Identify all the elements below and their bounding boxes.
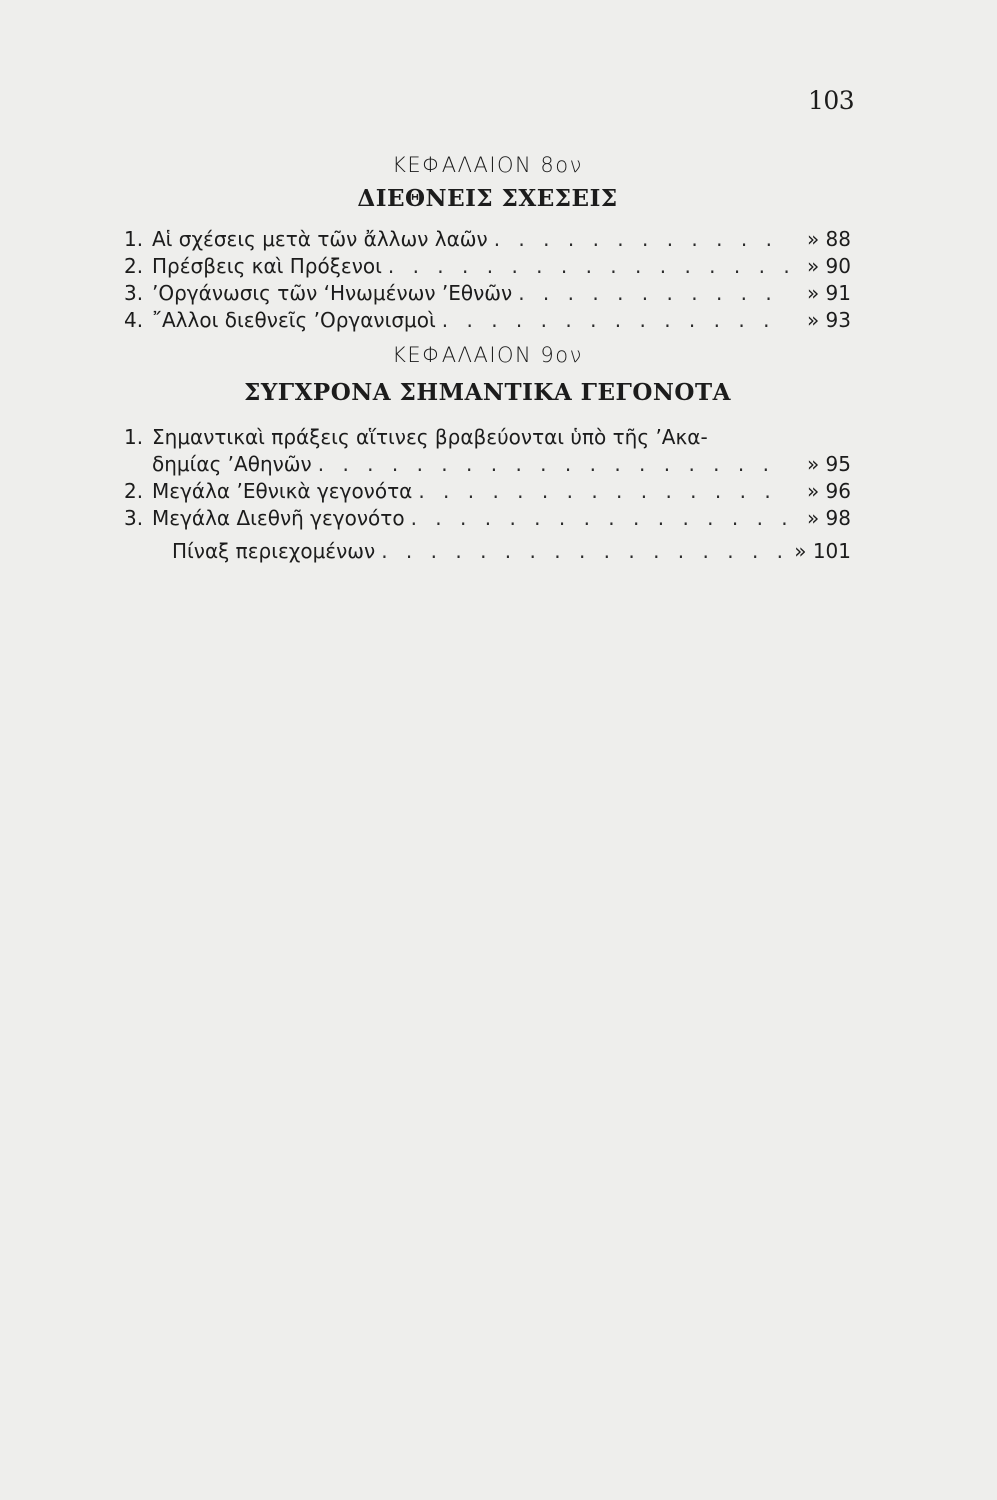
entry-title: Πρέσβεις καὶ Πρόξενοι — [152, 254, 382, 278]
entry-title: ’Οργάνωσις τῶν ‘Ηνωμένων ’Εθνῶν — [152, 281, 513, 305]
table-of-contents — [124, 150, 851, 565]
toc-entry — [124, 307, 851, 334]
dot-leader — [318, 451, 789, 478]
entry-title: ῎Αλλοι διεθνεῖς ’Οργανισμοὶ — [152, 308, 436, 332]
dot-leader — [388, 253, 789, 280]
entry-title: Αἱ σχέσεις μετὰ τῶν ἄλλων λαῶν — [152, 227, 488, 251]
dot-leader — [518, 280, 789, 307]
dot-leader — [418, 478, 789, 505]
entry-title: Μεγάλα ’Εθνικὰ γεγονότα — [152, 479, 413, 503]
dot-leader — [411, 505, 789, 532]
entry-page: » 88 — [806, 227, 851, 251]
toc-list — [124, 478, 851, 532]
entry-page: » 90 — [806, 254, 851, 278]
dot-leader — [494, 226, 789, 253]
chapter-title: ΣΥΓΧΡΟΝΑ ΣΗΜΑΝΤΙΚΑ ΓΕΓΟΝΟΤΑ — [244, 379, 731, 406]
toc-entry — [124, 253, 851, 280]
entry-title-continued: δημίας ’Αθηνῶν — [152, 452, 312, 476]
entry-number: 4. — [124, 308, 144, 332]
entry-number: 2. — [124, 254, 144, 278]
toc-entry — [124, 424, 851, 478]
toc-entry — [124, 478, 851, 505]
toc-entry-index — [124, 538, 851, 565]
chapter-label: ΚΕΦΑΛΑΙΟΝ 8ον — [392, 153, 583, 177]
toc-entry — [124, 505, 851, 532]
entry-title: Πίναξ περιεχομένων — [172, 539, 376, 563]
entry-first-line — [124, 424, 851, 451]
entry-number: 3. — [124, 506, 144, 530]
entry-page: » 95 — [806, 452, 851, 476]
entry-title: Μεγάλα Διεθνῆ γεγονότο — [152, 506, 405, 530]
toc-entry — [124, 226, 851, 253]
toc-list — [124, 226, 851, 334]
entry-page: » 101 — [794, 539, 851, 563]
chapter-9 — [124, 340, 851, 565]
toc-entry — [124, 280, 851, 307]
entry-page: » 98 — [806, 506, 851, 530]
entry-number: 1. — [124, 227, 144, 251]
entry-number: 1. — [124, 425, 144, 449]
chapter-title: ΔΙΕΘΝΕΙΣ ΣΧΕΣΕΙΣ — [357, 185, 618, 212]
dot-leader — [381, 538, 788, 565]
chapter-8 — [124, 150, 851, 334]
chapter-label: ΚΕΦΑΛΑΙΟΝ 9ον — [392, 343, 583, 367]
entry-second-line — [124, 451, 851, 478]
entry-page: » 93 — [806, 308, 851, 332]
page-number: 103 — [808, 86, 855, 115]
entry-title: Σημαντικαὶ πράξεις αἵτινες βραβεύονται ὑπὸ τῆς ’Ακα- — [152, 425, 708, 449]
dot-leader — [442, 307, 789, 334]
entry-number: 2. — [124, 479, 144, 503]
entry-number: 3. — [124, 281, 144, 305]
entry-page: » 96 — [806, 479, 851, 503]
entry-page: » 91 — [806, 281, 851, 305]
